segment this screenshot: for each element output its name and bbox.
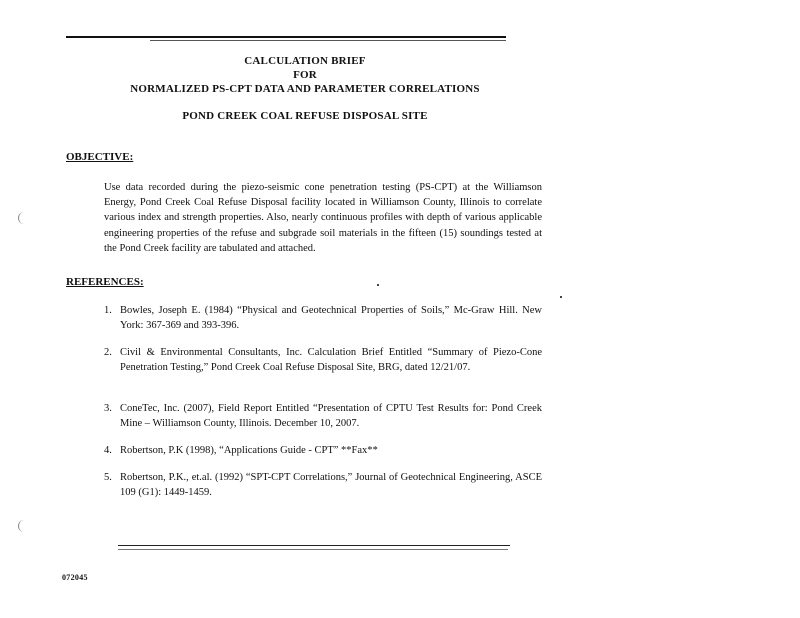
bottom-rule — [118, 545, 510, 546]
title-line-normalized: NORMALIZED PS-CPT DATA AND PARAMETER CORRELATIONS — [130, 83, 480, 95]
title-line-calculation-brief: CALCULATION BRIEF — [244, 55, 366, 67]
reference-item — [104, 402, 542, 431]
reference-number: 4. — [104, 445, 112, 456]
reference-number: 1. — [104, 305, 112, 316]
reference-text: Robertson, P.K (1998), “Applications Guide - CPT” **Fax** — [120, 445, 378, 456]
title-line-for: FOR — [293, 69, 317, 81]
objective-heading: OBJECTIVE: — [66, 151, 134, 163]
reference-item — [104, 444, 542, 459]
reference-item — [104, 346, 542, 375]
reference-number: 2. — [104, 347, 112, 358]
punch-hole-mark — [18, 520, 25, 532]
punch-hole-mark — [18, 212, 25, 224]
reference-number: 3. — [104, 403, 112, 414]
reference-text: Robertson, P.K., et.al. (1992) “SPT-CPT Correlations,” Journal of Geotechnical Engineering, ASCE 109 (G1): 1449-1459. — [120, 472, 542, 498]
title-line-site: POND CREEK COAL REFUSE DISPOSAL SITE — [182, 110, 428, 122]
document-code: 072045 — [62, 573, 88, 582]
references-heading: REFERENCES: — [66, 276, 144, 288]
top-rule-thin — [150, 40, 506, 41]
scan-speck — [377, 284, 379, 286]
scan-speck — [560, 296, 562, 298]
reference-item — [104, 471, 542, 500]
reference-text: Civil & Environmental Consultants, Inc. Calculation Brief Entitled “Summary of Piezo-Cone Penetration Testing,” Pond Creek Coal Refuse Disposal Site, BRG, dated 12/21/07. — [120, 347, 542, 373]
top-rule — [66, 36, 506, 38]
reference-text: Bowles, Joseph E. (1984) “Physical and Geotechnical Properties of Soils,” Mc-Graw Hill. New York: 367-369 and 393-396. — [120, 305, 542, 331]
reference-item — [104, 304, 542, 333]
reference-text: ConeTec, Inc. (2007), Field Report Entitled “Presentation of CPTU Test Results for: Pond Creek Mine – Williamson County, Illinois. December 10, 2007. — [120, 403, 542, 429]
objective-paragraph: Use data recorded during the piezo-seismic cone penetration testing (PS-CPT) at the Williamson Energy, Pond Creek Coal Refuse Disposal facility located in Williamson County, Illinois to correlate various index and strength properties. Also, nearly continuous profiles with depth of various applicable engineering properties of the refuse and subgrade soil materials in the fifteen (15) soundings tested at the Pond Creek facility are tabulated and attached. — [104, 182, 542, 254]
bottom-rule-thin — [118, 549, 508, 550]
reference-number: 5. — [104, 472, 112, 483]
